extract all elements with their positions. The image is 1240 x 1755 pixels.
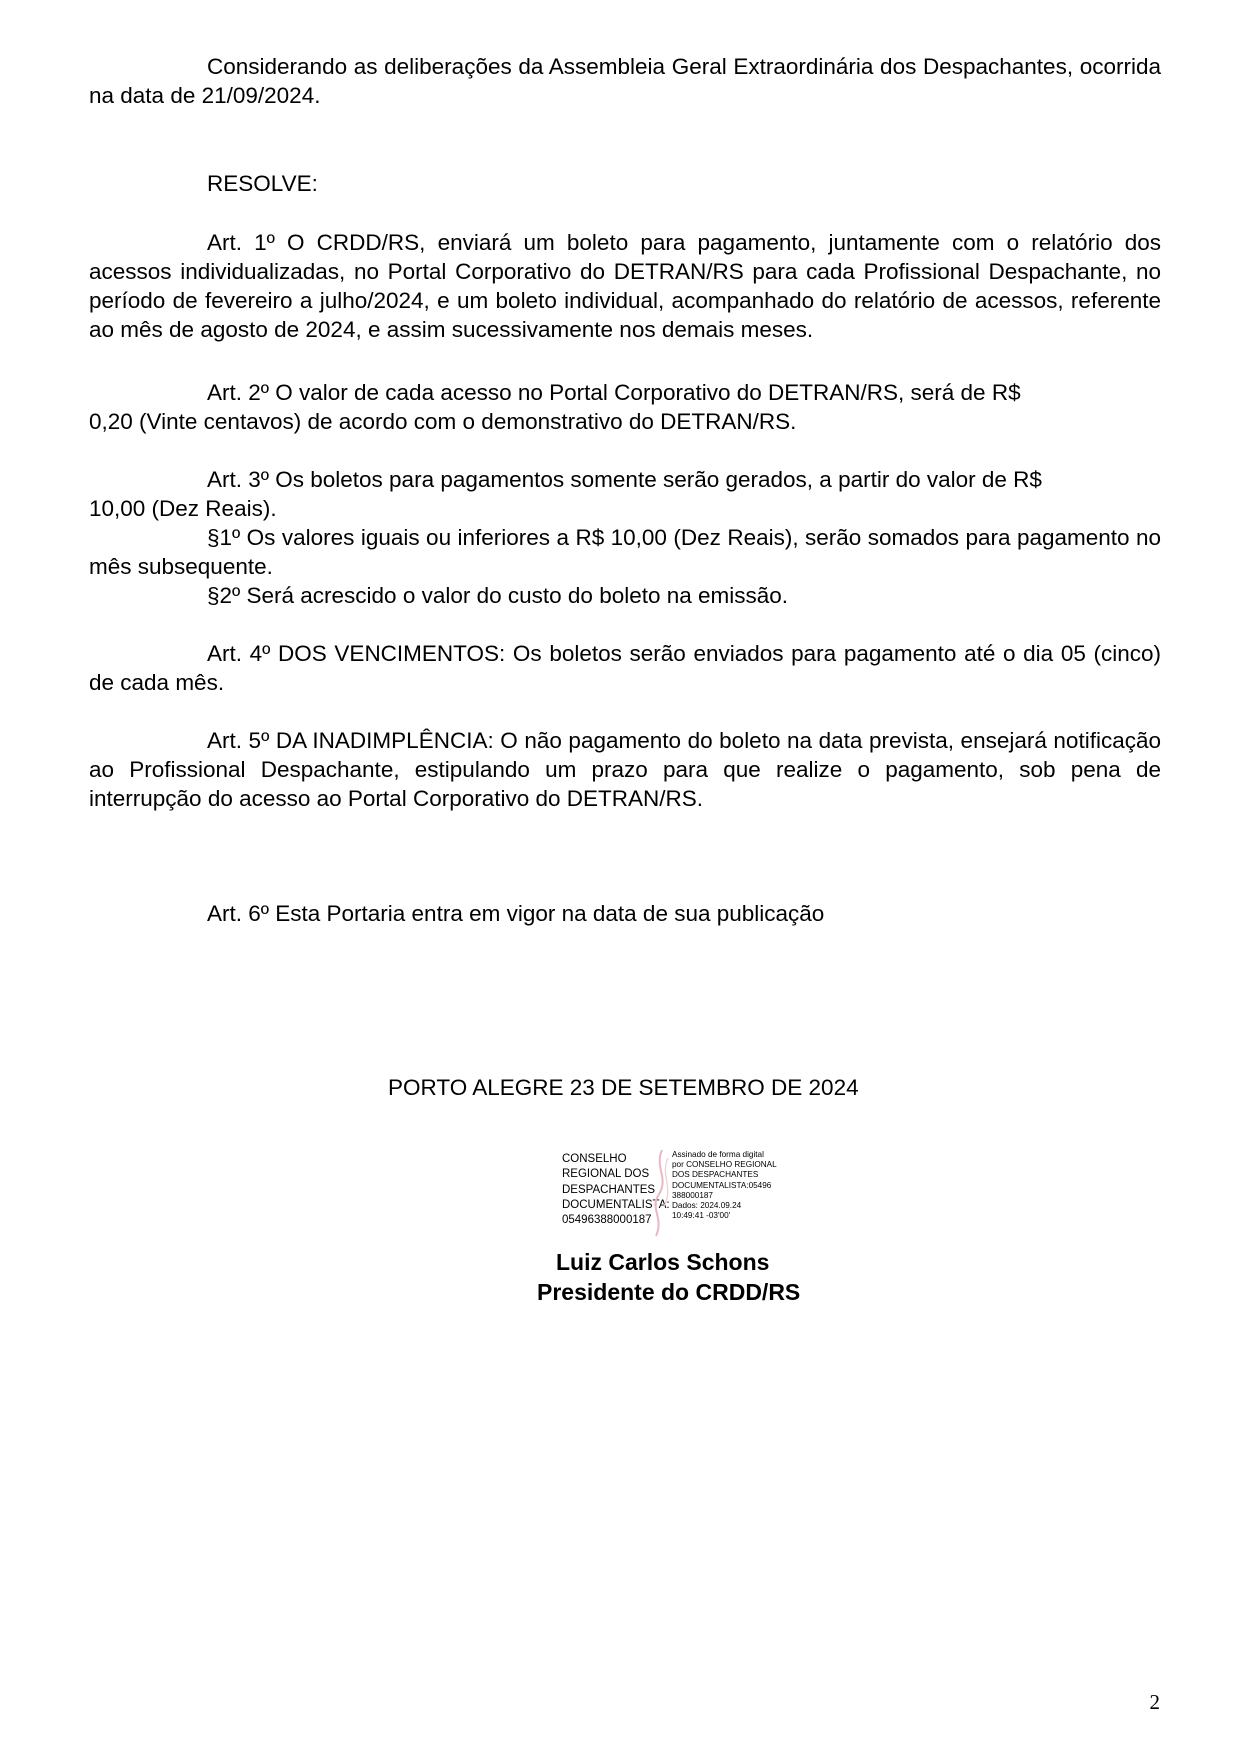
paragraph-1: §1º Os valores iguais ou inferiores a R$ 10,00 (Dez Reais), serão somados para pagamento no mês subsequente. (89, 525, 1161, 579)
signer-title: Presidente do CRDD/RS (537, 1279, 801, 1305)
article-6: Art. 6º Esta Portaria entra em vigor na data de sua publicação (207, 901, 825, 926)
article-2-line-1: Art. 2º O valor de cada acesso no Portal Corporativo do DETRAN/RS, será de R$ (207, 380, 1021, 405)
signature-digital-info: Assinado de forma digital por CONSELHO REGIONAL DOS DESPACHANTES DOCUMENTALISTA:05496 388000187 Dados: 2024.09.24 10:49:41 -03'00' (672, 1150, 777, 1221)
date-line: PORTO ALEGRE 23 DE SETEMBRO DE 2024 (388, 1075, 859, 1100)
article-3-line-2: 10,00 (Dez Reais). (89, 496, 277, 521)
paragraph-2: §2º Será acrescido o valor do custo do boleto na emissão. (207, 583, 789, 608)
signer-name: Luiz Carlos Schons (556, 1249, 770, 1275)
article-5: Art. 5º DA INADIMPLÊNCIA: O não pagamento do boleto na data prevista, ensejará notificação ao Profissional Despachante, estipulando um prazo para que realize o pagamento, sob pena de interrupção do acesso ao Portal Corporativo do DETRAN/RS. (89, 728, 1161, 811)
article-4: Art. 4º DOS VENCIMENTOS: Os boletos serão enviados para pagamento até o dia 05 (cinco) de cada mês. (89, 641, 1161, 695)
article-3-line-1: Art. 3º Os boletos para pagamentos somente serão gerados, a partir do valor de R$ (207, 467, 1042, 492)
article-2-line-2: 0,20 (Vinte centavos) de acordo com o demonstrativo do DETRAN/RS. (89, 409, 797, 434)
paragraph-considerando: Considerando as deliberações da Assembleia Geral Extraordinária dos Despachantes, ocorrida na data de 21/09/2024. (89, 54, 1161, 108)
page-number: 2 (1149, 1690, 1160, 1714)
resolve-heading: RESOLVE: (207, 171, 318, 196)
article-1: Art. 1º O CRDD/RS, enviará um boleto para pagamento, juntamente com o relatório dos acessos individualizadas, no Portal Corporativo do DETRAN/RS para cada Profissional Despachante, no período de fevereiro a julho/2024, e um boleto individual, acompanhado do relatório de acessos, referente ao mês de agosto de 2024, e assim sucessivamente nos demais meses. (89, 230, 1161, 342)
signature-signer: CONSELHO REGIONAL DOS DESPACHANTES DOCUMENTALISTA: 05496388000187 (562, 1153, 670, 1227)
